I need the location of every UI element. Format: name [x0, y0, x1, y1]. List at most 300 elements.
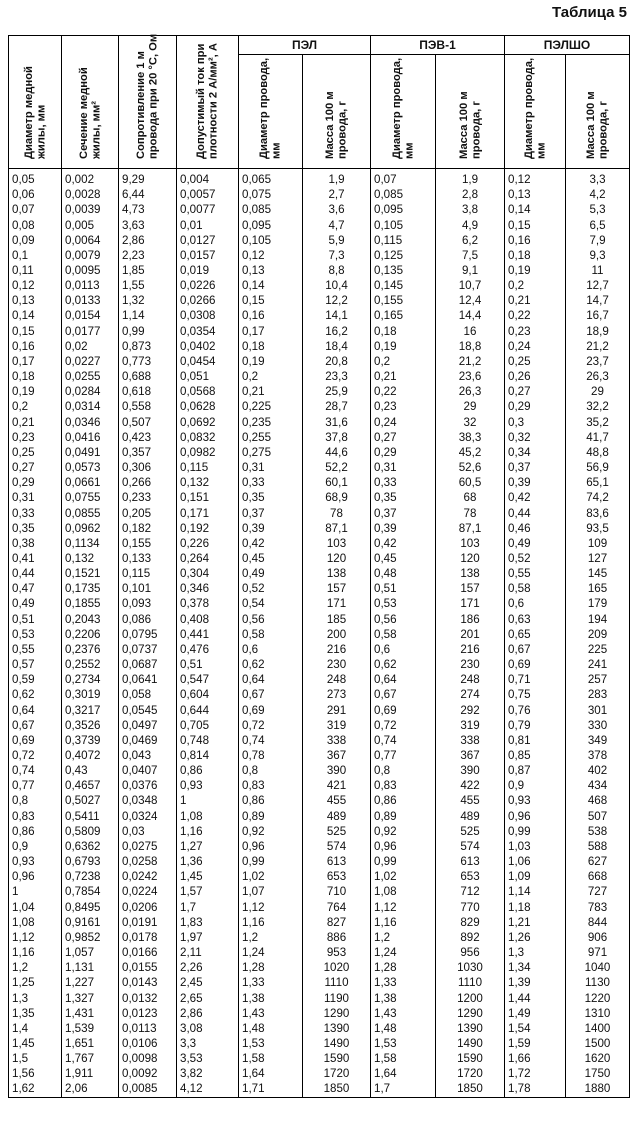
table-cell: 1,45: [177, 869, 239, 884]
table-cell: 0,83: [371, 778, 436, 793]
table-cell: 0,64: [371, 672, 436, 687]
table-cell: 0,27: [371, 430, 436, 445]
table-cell: 330: [566, 718, 630, 733]
table-cell: 0,25: [9, 445, 62, 460]
table-cell: 1490: [436, 1036, 505, 1051]
table-cell: 0,33: [239, 475, 303, 490]
table-cell: 26,3: [566, 369, 630, 384]
header-section-label: Сечение медной жилы, мм²: [77, 67, 102, 159]
table-cell: 0,0077: [177, 202, 239, 217]
table-cell: 0,151: [177, 490, 239, 505]
table-cell: 0,46: [505, 521, 566, 536]
table-row: [9, 763, 630, 778]
table-cell: 14,1: [303, 308, 371, 323]
table-cell: 257: [566, 672, 630, 687]
table-cell: 2,45: [177, 975, 239, 990]
table-cell: 0,051: [177, 369, 239, 384]
table-cell: 0,49: [239, 566, 303, 581]
table-cell: 157: [303, 581, 371, 596]
table-cell: 18,9: [566, 324, 630, 339]
table-cell: 292: [436, 702, 505, 717]
table-cell: 0,81: [505, 733, 566, 748]
table-cell: 8,8: [303, 263, 371, 278]
table-cell: 0,205: [119, 505, 177, 520]
table-cell: 0,2043: [62, 612, 119, 627]
table-cell: 1310: [566, 1006, 630, 1021]
table-cell: 710: [303, 884, 371, 899]
table-cell: 0,53: [9, 627, 62, 642]
table-cell: 3,08: [177, 1021, 239, 1036]
table-cell: 0,8: [239, 763, 303, 778]
table-cell: 0,62: [371, 657, 436, 672]
table-cell: 4,12: [177, 1081, 239, 1097]
table-cell: 0,2552: [62, 657, 119, 672]
table-cell: 0,35: [239, 490, 303, 505]
table-cell: 0,1: [9, 248, 62, 263]
table-cell: 0,76: [505, 702, 566, 717]
table-cell: 283: [566, 687, 630, 702]
table-cell: 0,0416: [62, 430, 119, 445]
table-cell: 0,15: [505, 217, 566, 232]
table-cell: 0,35: [9, 521, 62, 536]
table-cell: 0,72: [239, 718, 303, 733]
table-cell: 422: [436, 778, 505, 793]
table-cell: 0,33: [371, 475, 436, 490]
table-cell: 0,35: [371, 490, 436, 505]
table-cell: 1390: [303, 1021, 371, 1036]
table-cell: 0,105: [239, 233, 303, 248]
table-cell: 0,0143: [119, 975, 177, 990]
table-row: [9, 248, 630, 263]
table-cell: 1,58: [239, 1051, 303, 1066]
table-cell: 0,0454: [177, 354, 239, 369]
table-cell: 120: [436, 551, 505, 566]
table-cell: 0,48: [371, 566, 436, 581]
table-cell: 0,0641: [119, 672, 177, 687]
table-cell: 1,71: [239, 1081, 303, 1097]
table-cell: 0,78: [239, 748, 303, 763]
table-cell: 145: [566, 566, 630, 581]
table-cell: 2,06: [62, 1081, 119, 1097]
table-cell: 0,09: [9, 233, 62, 248]
table-row: [9, 839, 630, 854]
table-cell: 0,86: [239, 793, 303, 808]
table-row: [9, 187, 630, 202]
table-cell: 574: [303, 839, 371, 854]
table-cell: 0,093: [119, 596, 177, 611]
table-cell: 10,7: [436, 278, 505, 293]
table-cell: 0,64: [239, 672, 303, 687]
table-cell: 0,37: [371, 505, 436, 520]
table-cell: 1,66: [505, 1051, 566, 1066]
table-cell: 0,0308: [177, 308, 239, 323]
table-cell: 319: [303, 718, 371, 733]
table-cell: 1,5: [9, 1051, 62, 1066]
table-cell: 0,6362: [62, 839, 119, 854]
table-cell: 0,38: [9, 536, 62, 551]
table-cell: 1,04: [9, 900, 62, 915]
table-cell: 0,33: [9, 505, 62, 520]
table-cell: 0,0064: [62, 233, 119, 248]
table-cell: 0,34: [505, 445, 566, 460]
table-cell: 0,2: [505, 278, 566, 293]
table-cell: 0,74: [239, 733, 303, 748]
table-cell: 1,43: [371, 1006, 436, 1021]
table-cell: 0,0687: [119, 657, 177, 672]
table-cell: 0,304: [177, 566, 239, 581]
table-cell: 0,12: [239, 248, 303, 263]
table-cell: 1,911: [62, 1066, 119, 1081]
table-cell: 0,0178: [119, 930, 177, 945]
table-cell: 0,18: [371, 324, 436, 339]
table-cell: 844: [566, 915, 630, 930]
table-cell: 0,0737: [119, 642, 177, 657]
table-cell: 12,4: [436, 293, 505, 308]
table-cell: 103: [303, 536, 371, 551]
table-cell: 194: [566, 612, 630, 627]
table-cell: 0,275: [239, 445, 303, 460]
table-cell: 0,39: [371, 521, 436, 536]
table-cell: 0,6: [239, 642, 303, 657]
table-cell: 0,814: [177, 748, 239, 763]
table-cell: 1290: [436, 1006, 505, 1021]
table-cell: 0,0123: [119, 1006, 177, 1021]
table-cell: 0,0132: [119, 990, 177, 1005]
table-row: [9, 1021, 630, 1036]
table-cell: 0,4657: [62, 778, 119, 793]
table-cell: 0,86: [177, 763, 239, 778]
table-cell: 2,11: [177, 945, 239, 960]
table-cell: 0,2: [371, 354, 436, 369]
table-cell: 0,0157: [177, 248, 239, 263]
table-cell: 613: [303, 854, 371, 869]
table-caption: Таблица 5: [551, 4, 627, 21]
table-cell: 1,56: [9, 1066, 62, 1081]
table-cell: 0,1735: [62, 581, 119, 596]
table-cell: 0,65: [505, 627, 566, 642]
table-cell: 78: [436, 505, 505, 520]
table-cell: 0,1521: [62, 566, 119, 581]
table-cell: 1,16: [371, 915, 436, 930]
table-cell: 1290: [303, 1006, 371, 1021]
table-cell: 1750: [566, 1066, 630, 1081]
table-cell: 41,7: [566, 430, 630, 445]
table-cell: 0,69: [239, 702, 303, 717]
table-cell: 1,32: [119, 293, 177, 308]
table-cell: 727: [566, 884, 630, 899]
table-cell: 0,01: [177, 217, 239, 232]
table-cell: 0,8: [9, 793, 62, 808]
table-cell: 241: [566, 657, 630, 672]
table-cell: 0,23: [505, 324, 566, 339]
table-cell: 402: [566, 763, 630, 778]
table-cell: 0,2: [9, 399, 62, 414]
table-cell: 0,22: [505, 308, 566, 323]
table-cell: 1590: [303, 1051, 371, 1066]
table-cell: 1850: [436, 1081, 505, 1097]
table-row: [9, 415, 630, 430]
table-cell: 0,37: [505, 460, 566, 475]
table-cell: 1,85: [119, 263, 177, 278]
table-cell: 0,225: [239, 399, 303, 414]
table-cell: 1390: [436, 1021, 505, 1036]
table-cell: 1,34: [505, 960, 566, 975]
table-cell: 0,47: [9, 581, 62, 596]
group-header-pel: ПЭЛ: [239, 36, 371, 55]
table-cell: 0,63: [505, 612, 566, 627]
table-cell: 1,09: [505, 869, 566, 884]
table-cell: 0,49: [9, 596, 62, 611]
table-cell: 0,55: [505, 566, 566, 581]
table-cell: 2,7: [303, 187, 371, 202]
table-cell: 68: [436, 490, 505, 505]
table-cell: 120: [303, 551, 371, 566]
table-cell: 0,0469: [119, 733, 177, 748]
table-cell: 3,6: [303, 202, 371, 217]
table-cell: 9,1: [436, 263, 505, 278]
table-cell: 886: [303, 930, 371, 945]
table-cell: 0,89: [371, 809, 436, 824]
table-cell: 4,7: [303, 217, 371, 232]
table-row: [9, 536, 630, 551]
table-cell: 0,49: [505, 536, 566, 551]
table-row: [9, 505, 630, 520]
table-cell: 1,49: [505, 1006, 566, 1021]
table-cell: 1,36: [177, 854, 239, 869]
table-cell: 5,3: [566, 202, 630, 217]
table-cell: 1400: [566, 1021, 630, 1036]
table-cell: 0,89: [239, 809, 303, 824]
table-cell: 0,19: [505, 263, 566, 278]
table-cell: 0,0079: [62, 248, 119, 263]
table-row: [9, 339, 630, 354]
table-row: [9, 490, 630, 505]
table-cell: 0,0177: [62, 324, 119, 339]
table-cell: 31,6: [303, 415, 371, 430]
table-cell: 0,441: [177, 627, 239, 642]
table-cell: 3,3: [177, 1036, 239, 1051]
table-cell: 0,44: [9, 566, 62, 581]
table-cell: 29: [566, 384, 630, 399]
table-row: [9, 930, 630, 945]
table-row: [9, 960, 630, 975]
table-cell: 45,2: [436, 445, 505, 460]
table-cell: 0,14: [9, 308, 62, 323]
table-cell: 1030: [436, 960, 505, 975]
table-cell: 0,165: [371, 308, 436, 323]
table-cell: 0,6: [371, 642, 436, 657]
table-cell: 1,08: [9, 915, 62, 930]
table-cell: 390: [303, 763, 371, 778]
table-cell: 2,86: [119, 233, 177, 248]
table-cell: 138: [303, 566, 371, 581]
table-cell: 0,99: [119, 324, 177, 339]
table-cell: 0,3526: [62, 718, 119, 733]
table-cell: 0,02: [62, 339, 119, 354]
table-cell: 0,0154: [62, 308, 119, 323]
table-cell: 0,2376: [62, 642, 119, 657]
table-cell: 390: [436, 763, 505, 778]
table-cell: 16,2: [303, 324, 371, 339]
table-cell: 1,12: [239, 900, 303, 915]
table-cell: 0,79: [505, 718, 566, 733]
table-cell: 1,16: [9, 945, 62, 960]
table-cell: 1,83: [177, 915, 239, 930]
table-cell: 6,2: [436, 233, 505, 248]
subheader-pel-mass-label: Масса 100 м провода, г: [324, 91, 349, 159]
table-cell: 1,08: [371, 884, 436, 899]
table-cell: 0,69: [371, 702, 436, 717]
table-cell: 0,095: [371, 202, 436, 217]
table-cell: 0,07: [371, 169, 436, 188]
table-cell: 0,9161: [62, 915, 119, 930]
table-cell: 0,14: [505, 202, 566, 217]
table-cell: 0,0106: [119, 1036, 177, 1051]
table-cell: 0,135: [371, 263, 436, 278]
table-cell: 0,075: [239, 187, 303, 202]
table-cell: 0,21: [9, 415, 62, 430]
table-cell: 0,507: [119, 415, 177, 430]
table-cell: 3,3: [566, 169, 630, 188]
table-cell: 21,2: [436, 354, 505, 369]
table-cell: 2,86: [177, 1006, 239, 1021]
table-cell: 0,0113: [62, 278, 119, 293]
subheader-pelsho-mass-label: Масса 100 м провода, г: [585, 91, 610, 159]
table-cell: 0,115: [177, 460, 239, 475]
table-cell: 0,06: [9, 187, 62, 202]
table-cell: 301: [566, 702, 630, 717]
table-cell: 0,0133: [62, 293, 119, 308]
table-cell: 0,8: [371, 763, 436, 778]
table-cell: 1,33: [239, 975, 303, 990]
table-row: [9, 324, 630, 339]
table-cell: 0,0284: [62, 384, 119, 399]
table-cell: 0,378: [177, 596, 239, 611]
table-cell: 87,1: [303, 521, 371, 536]
table-cell: 2,8: [436, 187, 505, 202]
table-cell: 25,9: [303, 384, 371, 399]
table-row: [9, 399, 630, 414]
table-cell: 1,12: [371, 900, 436, 915]
table-cell: 16: [436, 324, 505, 339]
table-cell: 0,31: [239, 460, 303, 475]
table-cell: 1,03: [505, 839, 566, 854]
table-row: [9, 900, 630, 915]
table-cell: 0,77: [371, 748, 436, 763]
table-cell: 1,767: [62, 1051, 119, 1066]
table-cell: 0,53: [371, 596, 436, 611]
table-cell: 16,7: [566, 308, 630, 323]
table-row: [9, 975, 630, 990]
table-cell: 1590: [436, 1051, 505, 1066]
table-cell: 32: [436, 415, 505, 430]
table-cell: 0,7238: [62, 869, 119, 884]
table-cell: 1,28: [239, 960, 303, 975]
table-row: [9, 627, 630, 642]
table-cell: 0,0545: [119, 702, 177, 717]
table-cell: 138: [436, 566, 505, 581]
table-cell: 87,1: [436, 521, 505, 536]
table-cell: 338: [303, 733, 371, 748]
table-cell: 1,3: [9, 990, 62, 1005]
table-cell: 0,17: [239, 324, 303, 339]
table-cell: 1,54: [505, 1021, 566, 1036]
table-cell: 60,5: [436, 475, 505, 490]
table-cell: 1,24: [371, 945, 436, 960]
table-cell: 1,9: [436, 169, 505, 188]
table-cell: 10,4: [303, 278, 371, 293]
table-cell: 0,0314: [62, 399, 119, 414]
table-row: [9, 445, 630, 460]
table-cell: 1,7: [177, 900, 239, 915]
table-cell: 1500: [566, 1036, 630, 1051]
table-cell: 93,5: [566, 521, 630, 536]
table-cell: 1,78: [505, 1081, 566, 1097]
table-cell: 0,39: [239, 521, 303, 536]
table-cell: 38,3: [436, 430, 505, 445]
table-row: [9, 202, 630, 217]
table-cell: 1,2: [371, 930, 436, 945]
table-cell: 0,171: [177, 505, 239, 520]
table-cell: 1,06: [505, 854, 566, 869]
table-row: [9, 990, 630, 1005]
table-cell: 0,16: [505, 233, 566, 248]
table-cell: 0,125: [371, 248, 436, 263]
table-cell: 37,8: [303, 430, 371, 445]
table-row: [9, 793, 630, 808]
table-cell: 0,16: [9, 339, 62, 354]
table-cell: 0,5411: [62, 809, 119, 824]
table-cell: 1,38: [239, 990, 303, 1005]
table-row: [9, 596, 630, 611]
table-cell: 0,62: [239, 657, 303, 672]
table-cell: 0,004: [177, 169, 239, 188]
table-cell: 1850: [303, 1081, 371, 1097]
table-cell: 0,69: [9, 733, 62, 748]
table-cell: 230: [303, 657, 371, 672]
table-cell: 0,043: [119, 748, 177, 763]
table-cell: 0,0795: [119, 627, 177, 642]
table-cell: 0,77: [9, 778, 62, 793]
table-cell: 653: [436, 869, 505, 884]
table-cell: 273: [303, 687, 371, 702]
table-cell: 0,29: [371, 445, 436, 460]
table-cell: 186: [436, 612, 505, 627]
table-cell: 0,0982: [177, 445, 239, 460]
table-cell: 0,92: [371, 824, 436, 839]
table-row: [9, 809, 630, 824]
table-cell: 0,0085: [119, 1081, 177, 1097]
table-cell: 0,87: [505, 763, 566, 778]
table-cell: 0,773: [119, 354, 177, 369]
table-cell: 455: [303, 793, 371, 808]
table-cell: 0,0348: [119, 793, 177, 808]
table-cell: 783: [566, 900, 630, 915]
table-cell: 1200: [436, 990, 505, 1005]
table-cell: 18,8: [436, 339, 505, 354]
table-cell: 0,0354: [177, 324, 239, 339]
table-cell: 0,266: [119, 475, 177, 490]
table-cell: 248: [303, 672, 371, 687]
table-cell: 1,72: [505, 1066, 566, 1081]
group-header-pev1: ПЭВ-1: [371, 36, 505, 55]
table-cell: 0,0962: [62, 521, 119, 536]
table-cell: 0,6: [505, 596, 566, 611]
table-cell: 200: [303, 627, 371, 642]
table-cell: 0,255: [239, 430, 303, 445]
table-cell: 0,9852: [62, 930, 119, 945]
table-cell: 0,233: [119, 490, 177, 505]
